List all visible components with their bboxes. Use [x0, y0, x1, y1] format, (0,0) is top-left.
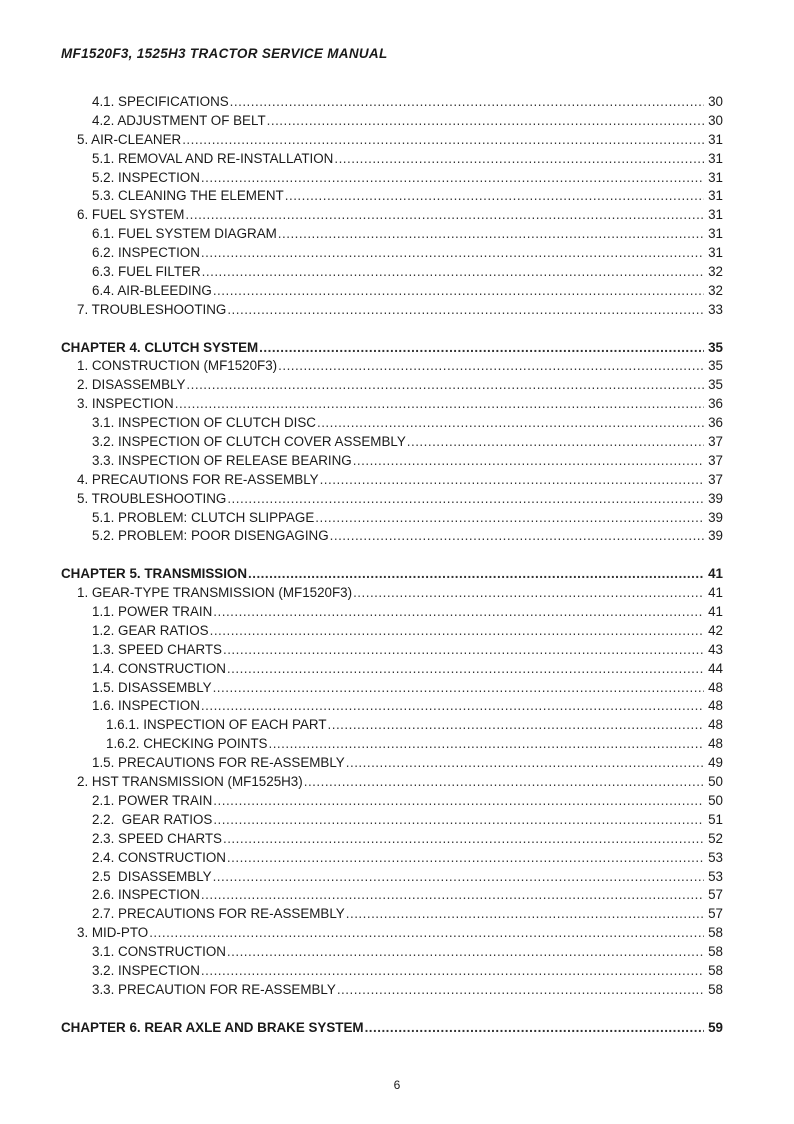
toc-entry-page: 31 — [708, 188, 723, 204]
toc-entry-label: 1.5. DISASSEMBLY — [92, 679, 212, 695]
toc-entry[interactable] — [61, 698, 723, 717]
toc-entry-label: 5.3. CLEANING THE ELEMENT — [92, 188, 284, 204]
toc-entry-page: 58 — [708, 962, 723, 978]
toc-entry-page: 53 — [708, 868, 723, 884]
toc-entry-page: 48 — [708, 736, 723, 752]
toc-entry[interactable] — [61, 830, 723, 849]
toc-entry[interactable] — [61, 169, 723, 188]
toc-entry-label: 2.6. INSPECTION — [92, 887, 200, 903]
toc-entry[interactable] — [61, 187, 723, 206]
toc-entry-page: 48 — [708, 698, 723, 714]
toc-entry-label: 2. HST TRANSMISSION (MF1525H3) — [77, 774, 303, 790]
toc-entry-label: CHAPTER 4. CLUTCH SYSTEM — [61, 339, 259, 355]
toc-entry-label: 1.3. SPEED CHARTS — [92, 641, 222, 657]
toc-entry-label: 4.2. ADJUSTMENT OF BELT — [92, 112, 266, 128]
toc-entry-label: 3.3. PRECAUTION FOR RE-ASSEMBLY — [92, 981, 336, 997]
toc-entry-page: 53 — [708, 849, 723, 865]
toc-entry-label: 6.2. INSPECTION — [92, 245, 200, 261]
toc-entry[interactable] — [61, 263, 723, 282]
toc-entry-label: 1.1. POWER TRAIN — [92, 604, 213, 620]
toc-entry-label: 1.6.2. CHECKING POINTS — [106, 736, 268, 752]
toc-entry[interactable] — [61, 868, 723, 887]
table-of-contents — [61, 93, 723, 1038]
toc-entry-label: 5.2. INSPECTION — [92, 169, 200, 185]
toc-entry-label: 2.5 DISASSEMBLY — [92, 868, 212, 884]
toc-entry-label: 3. MID-PTO — [77, 925, 149, 941]
toc-entry-page: 49 — [708, 755, 723, 771]
toc-entry[interactable] — [61, 376, 723, 395]
toc-entry-page: 35 — [708, 339, 723, 355]
toc-entry[interactable] — [61, 981, 723, 1000]
toc-entry-page: 50 — [708, 792, 723, 808]
toc-entry-page: 43 — [708, 641, 723, 657]
toc-entry-label: 3.1. INSPECTION OF CLUTCH DISC — [92, 415, 316, 431]
toc-entry[interactable] — [61, 886, 723, 905]
toc-entry[interactable] — [61, 490, 723, 509]
toc-entry[interactable] — [61, 395, 723, 414]
toc-entry-label: 5.1. REMOVAL AND RE-INSTALLATION — [92, 150, 334, 166]
toc-entry-label: 6.3. FUEL FILTER — [92, 264, 201, 279]
toc-entry-label: 4. PRECAUTIONS FOR RE-ASSEMBLY — [77, 471, 319, 487]
toc-entry[interactable] — [61, 225, 723, 244]
toc-entry-label: 3.2. INSPECTION OF CLUTCH COVER ASSEMBLY — [92, 434, 406, 450]
toc-entry-page: 30 — [708, 93, 723, 109]
toc-entry-page: 36 — [708, 396, 723, 412]
toc-entry[interactable] — [61, 282, 723, 301]
toc-entry-label: 2.1. POWER TRAIN — [92, 792, 213, 808]
toc-entry[interactable] — [61, 244, 723, 263]
toc-entry[interactable] — [61, 206, 723, 225]
toc-entry[interactable] — [61, 716, 723, 735]
toc-entry-label: 3.3. INSPECTION OF RELEASE BEARING — [92, 452, 352, 468]
toc-entry[interactable] — [61, 452, 723, 471]
toc-entry-label: 2.4. CONSTRUCTION — [92, 849, 226, 865]
toc-chapter-entry[interactable] — [61, 565, 723, 584]
toc-entry-label: 1.6. INSPECTION — [92, 698, 200, 714]
toc-entry-label: 2.7. PRECAUTIONS FOR RE-ASSEMBLY — [92, 906, 345, 922]
toc-entry-label: 6.4. AIR-BLEEDING — [92, 282, 212, 298]
toc-entry[interactable] — [61, 433, 723, 452]
toc-entry-label: 1. GEAR-TYPE TRANSMISSION (MF1520F3) — [77, 585, 353, 601]
toc-entry-page: 50 — [708, 774, 723, 790]
toc-entry-label: 6.1. FUEL SYSTEM DIAGRAM — [92, 226, 277, 242]
toc-entry-page: 52 — [708, 830, 723, 846]
toc-entry-label: 4.1. SPECIFICATIONS — [92, 93, 229, 109]
toc-entry-page: 32 — [708, 264, 723, 279]
toc-entry-label: 1. CONSTRUCTION (MF1520F3) — [77, 358, 278, 374]
toc-entry[interactable] — [61, 773, 723, 792]
toc-entry-page: 41 — [708, 604, 723, 620]
toc-entry-page: 31 — [708, 169, 723, 185]
toc-entry[interactable] — [61, 603, 723, 622]
toc-entry[interactable] — [61, 527, 723, 546]
toc-entry[interactable] — [61, 811, 723, 830]
toc-entry-page: 33 — [708, 301, 723, 317]
toc-entry-page: 58 — [708, 981, 723, 997]
toc-entry-page: 35 — [708, 358, 723, 374]
toc-entry-label: 5. TROUBLESHOOTING — [77, 490, 227, 506]
toc-entry-page: 39 — [708, 528, 723, 544]
toc-entry[interactable] — [61, 924, 723, 943]
toc-chapter-entry[interactable] — [61, 339, 723, 358]
toc-entry[interactable] — [61, 735, 723, 754]
toc-entry-page: 48 — [708, 717, 723, 733]
toc-entry-page: 31 — [708, 150, 723, 166]
toc-entry-page: 44 — [708, 660, 723, 676]
toc-entry-page: 58 — [708, 925, 723, 941]
toc-entry[interactable] — [61, 357, 723, 376]
toc-entry-page: 57 — [708, 906, 723, 922]
toc-entry-label: 6. FUEL SYSTEM — [77, 207, 185, 223]
toc-entry-page: 39 — [708, 509, 723, 525]
toc-entry-page: 32 — [708, 282, 723, 298]
toc-entry-page: 30 — [708, 112, 723, 128]
toc-entry-page: 37 — [708, 452, 723, 468]
toc-entry-label: 5.2. PROBLEM: POOR DISENGAGING — [92, 528, 329, 544]
toc-entry-page: 31 — [708, 207, 723, 223]
toc-entry[interactable] — [61, 622, 723, 641]
toc-chapter-entry[interactable] — [61, 1019, 723, 1038]
toc-entry-page: 31 — [708, 226, 723, 242]
toc-entry-label: 2. DISASSEMBLY — [77, 377, 186, 393]
toc-entry-page: 42 — [708, 622, 723, 638]
toc-entry[interactable] — [61, 792, 723, 811]
toc-entry[interactable] — [61, 943, 723, 962]
toc-entry[interactable] — [61, 414, 723, 433]
toc-entry-label: CHAPTER 6. REAR AXLE AND BRAKE SYSTEM — [61, 1019, 364, 1035]
toc-entry[interactable] — [61, 905, 723, 924]
toc-entry-page: 51 — [708, 811, 723, 827]
page-number: 6 — [393, 1078, 401, 1092]
toc-entry[interactable] — [61, 641, 723, 660]
toc-entry-label: 1.4. CONSTRUCTION — [92, 660, 226, 676]
toc-entry-label: 3.1. CONSTRUCTION — [92, 944, 226, 960]
toc-entry-label: 2.3. SPEED CHARTS — [92, 830, 222, 846]
toc-entry[interactable] — [61, 131, 723, 150]
manual-header: MF1520F3, 1525H3 TRACTOR SERVICE MANUAL — [61, 46, 388, 61]
toc-entry-page: 57 — [708, 887, 723, 903]
toc-entry-page: 59 — [708, 1019, 723, 1035]
toc-entry[interactable] — [61, 679, 723, 698]
toc-entry[interactable] — [61, 962, 723, 981]
toc-entry-page: 35 — [708, 377, 723, 393]
toc-entry-label: 7. TROUBLESHOOTING — [77, 301, 227, 317]
toc-entry-label: 3.2. INSPECTION — [92, 962, 200, 978]
toc-entry-label: 5. AIR-CLEANER — [77, 131, 182, 147]
toc-entry-page: 37 — [708, 471, 723, 487]
toc-entry-label: 1.6.1. INSPECTION OF EACH PART — [106, 717, 327, 733]
toc-entry[interactable] — [61, 301, 723, 320]
toc-entry-page: 39 — [708, 490, 723, 506]
toc-entry-label: 1.5. PRECAUTIONS FOR RE-ASSEMBLY — [92, 755, 345, 771]
toc-entry-label: CHAPTER 5. TRANSMISSION — [61, 566, 247, 582]
toc-entry-label: 1.2. GEAR RATIOS — [92, 622, 209, 638]
toc-entry[interactable] — [61, 584, 723, 603]
toc-entry-page: 41 — [708, 585, 723, 601]
toc-entry-page: 37 — [708, 434, 723, 450]
toc-entry-page: 41 — [708, 566, 723, 582]
toc-entry[interactable] — [61, 471, 723, 490]
toc-entry[interactable] — [61, 849, 723, 868]
toc-entry-page: 31 — [708, 245, 723, 261]
toc-entry-label: 3. INSPECTION — [77, 396, 174, 412]
toc-entry[interactable] — [61, 150, 723, 169]
toc-entry-page: 48 — [708, 679, 723, 695]
toc-entry-label: 5.1. PROBLEM: CLUTCH SLIPPAGE — [92, 509, 315, 525]
toc-entry[interactable] — [61, 509, 723, 528]
toc-entry[interactable] — [61, 112, 723, 131]
toc-entry[interactable] — [61, 754, 723, 773]
toc-entry[interactable] — [61, 660, 723, 679]
toc-entry-page: 58 — [708, 944, 723, 960]
toc-entry[interactable] — [61, 93, 723, 112]
toc-entry-page: 36 — [708, 415, 723, 431]
toc-entry-page: 31 — [708, 131, 723, 147]
toc-entry-label: 2.2. GEAR RATIOS — [92, 811, 213, 827]
